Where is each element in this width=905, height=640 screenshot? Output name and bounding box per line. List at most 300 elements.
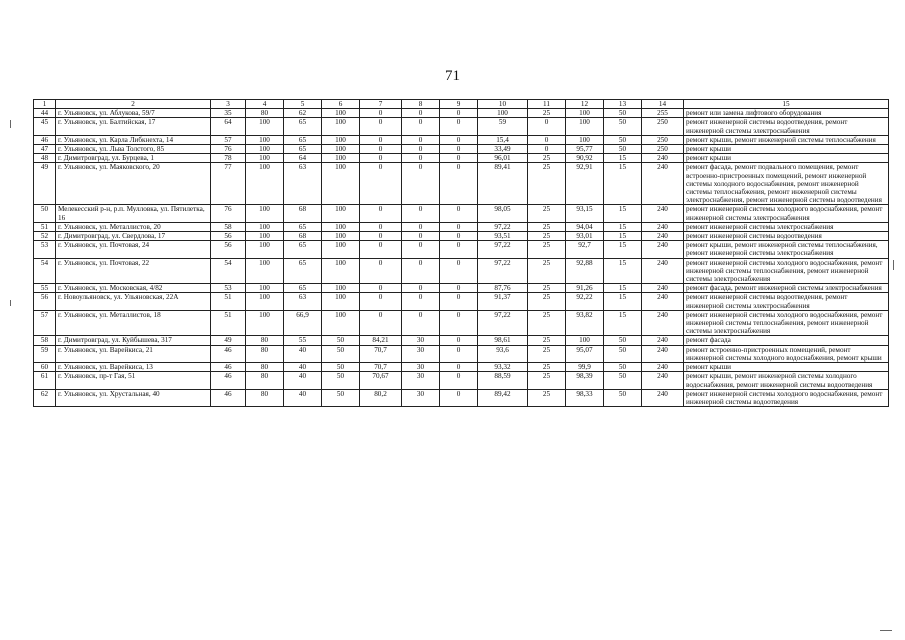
col4-cell: 100 [246, 232, 284, 241]
col10-cell: 59 [478, 118, 528, 135]
scan-mark [893, 260, 894, 270]
column-header: 3 [211, 100, 246, 109]
col12-cell: 98,39 [566, 372, 604, 389]
table-row [34, 222, 889, 231]
col11-cell: 25 [528, 222, 566, 231]
row-number-cell: 45 [34, 118, 56, 135]
col10-cell: 89,42 [478, 389, 528, 406]
column-header: 6 [322, 100, 360, 109]
col12-cell: 94,04 [566, 222, 604, 231]
col8-cell: 0 [402, 293, 440, 310]
col13-cell: 50 [604, 118, 642, 135]
col13-cell: 15 [604, 293, 642, 310]
address-cell: г. Ульяновск, ул. Аблукова, 59/7 [56, 109, 211, 118]
repair-table [33, 99, 889, 407]
table-row [34, 293, 889, 310]
works-cell: ремонт встроенно-пристроенных помещений, ремонт инженерной системы холодного водоснабжения, ремонт крыши [684, 345, 889, 362]
col5-cell: 40 [284, 389, 322, 406]
col6-cell: 100 [322, 241, 360, 258]
col6-cell: 100 [322, 154, 360, 163]
col10-cell: 97,22 [478, 241, 528, 258]
col13-cell: 15 [604, 163, 642, 205]
col7-cell: 0 [360, 241, 402, 258]
col12-cell: 90,92 [566, 154, 604, 163]
row-number-cell: 55 [34, 284, 56, 293]
col6-cell: 100 [322, 118, 360, 135]
row-number-cell: 52 [34, 232, 56, 241]
col7-cell: 0 [360, 310, 402, 336]
row-number-cell: 50 [34, 205, 56, 222]
col14-cell: 240 [642, 258, 684, 284]
col3-cell: 56 [211, 232, 246, 241]
col3-cell: 51 [211, 310, 246, 336]
col14-cell: 240 [642, 154, 684, 163]
works-cell: ремонт крыши, ремонт инженерной системы теплоснабжения, ремонт инженерной системы электроснабжения [684, 241, 889, 258]
row-number-cell: 57 [34, 310, 56, 336]
column-header: 2 [56, 100, 211, 109]
col10-cell: 98,61 [478, 336, 528, 345]
column-header: 14 [642, 100, 684, 109]
col10-cell: 33,49 [478, 145, 528, 154]
col13-cell: 15 [604, 284, 642, 293]
col13-cell: 50 [604, 389, 642, 406]
col9-cell: 0 [440, 145, 478, 154]
col4-cell: 100 [246, 284, 284, 293]
col8-cell: 0 [402, 163, 440, 205]
col7-cell: 0 [360, 109, 402, 118]
col10-cell: 93,32 [478, 363, 528, 372]
col12-cell: 95,77 [566, 145, 604, 154]
col3-cell: 77 [211, 163, 246, 205]
col4-cell: 100 [246, 118, 284, 135]
col3-cell: 46 [211, 389, 246, 406]
col9-cell: 0 [440, 372, 478, 389]
table-row [34, 258, 889, 284]
col11-cell: 25 [528, 109, 566, 118]
col13-cell: 50 [604, 363, 642, 372]
col4-cell: 80 [246, 372, 284, 389]
col14-cell: 240 [642, 205, 684, 222]
col6-cell: 100 [322, 232, 360, 241]
table-row [34, 135, 889, 144]
col8-cell: 0 [402, 145, 440, 154]
row-number-cell: 60 [34, 363, 56, 372]
col13-cell: 50 [604, 109, 642, 118]
table-row [34, 336, 889, 345]
col4-cell: 100 [246, 145, 284, 154]
col9-cell: 0 [440, 154, 478, 163]
column-header: 12 [566, 100, 604, 109]
works-cell: ремонт инженерной системы холодного водоснабжения, ремонт инженерной системы теплоснабжения, ремонт инженерной системы электроснабжения [684, 310, 889, 336]
col8-cell: 30 [402, 363, 440, 372]
col12-cell: 95,07 [566, 345, 604, 362]
row-number-cell: 54 [34, 258, 56, 284]
col4-cell: 100 [246, 293, 284, 310]
col3-cell: 46 [211, 372, 246, 389]
col12-cell: 92,7 [566, 241, 604, 258]
col4-cell: 100 [246, 135, 284, 144]
col12-cell: 92,88 [566, 258, 604, 284]
col5-cell: 65 [284, 222, 322, 231]
column-header: 15 [684, 100, 889, 109]
col14-cell: 240 [642, 232, 684, 241]
col9-cell: 0 [440, 109, 478, 118]
row-number-cell: 44 [34, 109, 56, 118]
table-row [34, 389, 889, 406]
address-cell: г. Ульяновск, ул. Варейкиса, 21 [56, 345, 211, 362]
address-cell: г. Новоульяновск, ул. Ульяновская, 22А [56, 293, 211, 310]
col9-cell: 0 [440, 363, 478, 372]
col3-cell: 78 [211, 154, 246, 163]
col14-cell: 240 [642, 389, 684, 406]
col9-cell: 0 [440, 135, 478, 144]
col5-cell: 65 [284, 118, 322, 135]
col6-cell: 50 [322, 389, 360, 406]
col12-cell: 100 [566, 118, 604, 135]
works-cell: ремонт инженерной системы водоотведения, ремонт инженерной системы электроснабжения [684, 118, 889, 135]
address-cell: г. Ульяновск, ул. Варейкиса, 13 [56, 363, 211, 372]
table-row [34, 232, 889, 241]
table-row [34, 205, 889, 222]
col11-cell: 25 [528, 363, 566, 372]
col12-cell: 91,26 [566, 284, 604, 293]
col6-cell: 100 [322, 109, 360, 118]
works-cell: ремонт фасада [684, 336, 889, 345]
col12-cell: 92,91 [566, 163, 604, 205]
col13-cell: 15 [604, 154, 642, 163]
col13-cell: 15 [604, 232, 642, 241]
col14-cell: 255 [642, 109, 684, 118]
table-body [34, 109, 889, 407]
col10-cell: 96,01 [478, 154, 528, 163]
col4-cell: 100 [246, 163, 284, 205]
works-cell: ремонт инженерной системы водоотведения, ремонт инженерной системы электроснабжения [684, 293, 889, 310]
col9-cell: 0 [440, 241, 478, 258]
col13-cell: 15 [604, 222, 642, 231]
table-row [34, 154, 889, 163]
col5-cell: 40 [284, 363, 322, 372]
works-cell: ремонт фасада, ремонт подвального помещения, ремонт встроенно-пристроенных помещений, ремонт инженерной системы холодного водоснабжения, ремонт инженерной системы теплоснабжения, ремонт инженерной системы электроснабжения, ремонт инженерной системы водоотведения [684, 163, 889, 205]
address-cell: г. Ульяновск, ул. Карла Либкнехта, 14 [56, 135, 211, 144]
address-cell: г. Ульяновск, пр-т Гая, 51 [56, 372, 211, 389]
col7-cell: 0 [360, 293, 402, 310]
col8-cell: 0 [402, 205, 440, 222]
col6-cell: 100 [322, 258, 360, 284]
col4-cell: 100 [246, 154, 284, 163]
table-row [34, 310, 889, 336]
column-header: 10 [478, 100, 528, 109]
col7-cell: 0 [360, 118, 402, 135]
scan-mark [10, 300, 11, 306]
address-cell: г. Димитровград, ул. Куйбышева, 317 [56, 336, 211, 345]
works-cell: ремонт крыши, ремонт инженерной системы холодного водоснабжения, ремонт инженерной системы водоотведения [684, 372, 889, 389]
row-number-cell: 46 [34, 135, 56, 144]
col13-cell: 50 [604, 135, 642, 144]
col8-cell: 0 [402, 232, 440, 241]
table-row [34, 372, 889, 389]
col10-cell: 97,22 [478, 222, 528, 231]
col12-cell: 92,22 [566, 293, 604, 310]
col13-cell: 50 [604, 336, 642, 345]
col7-cell: 70,7 [360, 345, 402, 362]
col6-cell: 50 [322, 372, 360, 389]
col6-cell: 50 [322, 336, 360, 345]
col6-cell: 100 [322, 293, 360, 310]
col11-cell: 25 [528, 284, 566, 293]
col11-cell: 25 [528, 372, 566, 389]
col7-cell: 84,21 [360, 336, 402, 345]
address-cell: г. Ульяновск, ул. Хрустальная, 40 [56, 389, 211, 406]
row-number-cell: 49 [34, 163, 56, 205]
col5-cell: 40 [284, 345, 322, 362]
col11-cell: 25 [528, 205, 566, 222]
table-row [34, 241, 889, 258]
row-number-cell: 48 [34, 154, 56, 163]
col5-cell: 63 [284, 163, 322, 205]
col12-cell: 99,9 [566, 363, 604, 372]
address-cell: г. Димитровград, ул. Бурцева, 1 [56, 154, 211, 163]
col4-cell: 100 [246, 310, 284, 336]
address-cell: г. Димитровград, ул. Свердлова, 17 [56, 232, 211, 241]
col11-cell: 25 [528, 154, 566, 163]
col8-cell: 30 [402, 389, 440, 406]
row-number-cell: 62 [34, 389, 56, 406]
col5-cell: 65 [284, 145, 322, 154]
col14-cell: 240 [642, 345, 684, 362]
col8-cell: 30 [402, 345, 440, 362]
column-header: 8 [402, 100, 440, 109]
col4-cell: 80 [246, 363, 284, 372]
col6-cell: 100 [322, 310, 360, 336]
col14-cell: 240 [642, 241, 684, 258]
works-cell: ремонт или замена лифтового оборудования [684, 109, 889, 118]
row-number-cell: 61 [34, 372, 56, 389]
col12-cell: 100 [566, 336, 604, 345]
column-header: 7 [360, 100, 402, 109]
col8-cell: 0 [402, 154, 440, 163]
col9-cell: 0 [440, 163, 478, 205]
col5-cell: 68 [284, 205, 322, 222]
col9-cell: 0 [440, 118, 478, 135]
col7-cell: 0 [360, 135, 402, 144]
col9-cell: 0 [440, 205, 478, 222]
col12-cell: 100 [566, 135, 604, 144]
col11-cell: 25 [528, 310, 566, 336]
page-number: 71 [445, 68, 460, 84]
address-cell: Мелекесский р-н, р.п. Мулловка, ул. Пятилетка, 16 [56, 205, 211, 222]
col11-cell: 0 [528, 135, 566, 144]
col10-cell: 97,22 [478, 258, 528, 284]
col14-cell: 240 [642, 222, 684, 231]
col13-cell: 15 [604, 258, 642, 284]
col8-cell: 30 [402, 372, 440, 389]
col7-cell: 70,67 [360, 372, 402, 389]
col13-cell: 50 [604, 345, 642, 362]
address-cell: г. Ульяновск, ул. Маяковского, 20 [56, 163, 211, 205]
col12-cell: 93,15 [566, 205, 604, 222]
col9-cell: 0 [440, 389, 478, 406]
col14-cell: 240 [642, 293, 684, 310]
col7-cell: 0 [360, 154, 402, 163]
col11-cell: 25 [528, 232, 566, 241]
col8-cell: 30 [402, 336, 440, 345]
col4-cell: 80 [246, 336, 284, 345]
col4-cell: 100 [246, 258, 284, 284]
col3-cell: 53 [211, 284, 246, 293]
col8-cell: 0 [402, 118, 440, 135]
col8-cell: 0 [402, 135, 440, 144]
works-cell: ремонт крыши [684, 154, 889, 163]
col4-cell: 80 [246, 345, 284, 362]
works-cell: ремонт инженерной системы холодного водоснабжения, ремонт инженерной системы водоотведения [684, 389, 889, 406]
table-row [34, 109, 889, 118]
col10-cell: 87,76 [478, 284, 528, 293]
table-row [34, 363, 889, 372]
col3-cell: 64 [211, 118, 246, 135]
col8-cell: 0 [402, 241, 440, 258]
table-row [34, 145, 889, 154]
header-row [34, 100, 889, 109]
col14-cell: 250 [642, 145, 684, 154]
col11-cell: 25 [528, 345, 566, 362]
col11-cell: 25 [528, 163, 566, 205]
col10-cell: 91,37 [478, 293, 528, 310]
address-cell: г. Ульяновск, ул. Почтовая, 22 [56, 258, 211, 284]
col5-cell: 65 [284, 284, 322, 293]
col11-cell: 25 [528, 241, 566, 258]
col14-cell: 240 [642, 336, 684, 345]
col5-cell: 66,9 [284, 310, 322, 336]
col14-cell: 250 [642, 135, 684, 144]
col12-cell: 93,01 [566, 232, 604, 241]
col10-cell: 97,22 [478, 310, 528, 336]
col5-cell: 65 [284, 258, 322, 284]
col4-cell: 100 [246, 222, 284, 231]
col3-cell: 49 [211, 336, 246, 345]
col8-cell: 0 [402, 222, 440, 231]
row-number-cell: 58 [34, 336, 56, 345]
col10-cell: 15,4 [478, 135, 528, 144]
table-row [34, 345, 889, 362]
col14-cell: 240 [642, 363, 684, 372]
col7-cell: 0 [360, 222, 402, 231]
col7-cell: 0 [360, 232, 402, 241]
table-row [34, 284, 889, 293]
column-header: 11 [528, 100, 566, 109]
row-number-cell: 51 [34, 222, 56, 231]
works-cell: ремонт крыши, ремонт инженерной системы теплоснабжения [684, 135, 889, 144]
col7-cell: 0 [360, 205, 402, 222]
col6-cell: 100 [322, 205, 360, 222]
col6-cell: 100 [322, 145, 360, 154]
col3-cell: 76 [211, 145, 246, 154]
column-header: 4 [246, 100, 284, 109]
col5-cell: 64 [284, 154, 322, 163]
col3-cell: 35 [211, 109, 246, 118]
col6-cell: 50 [322, 363, 360, 372]
column-header: 5 [284, 100, 322, 109]
col14-cell: 240 [642, 372, 684, 389]
col7-cell: 0 [360, 258, 402, 284]
col4-cell: 80 [246, 389, 284, 406]
col10-cell: 93,6 [478, 345, 528, 362]
col5-cell: 65 [284, 241, 322, 258]
col7-cell: 70,7 [360, 363, 402, 372]
row-number-cell: 53 [34, 241, 56, 258]
works-cell: ремонт фасада, ремонт инженерной системы электроснабжения [684, 284, 889, 293]
col7-cell: 0 [360, 284, 402, 293]
col9-cell: 0 [440, 258, 478, 284]
col14-cell: 240 [642, 284, 684, 293]
col13-cell: 15 [604, 205, 642, 222]
address-cell: г. Ульяновск, ул. Льва Толстого, 85 [56, 145, 211, 154]
col10-cell: 89,41 [478, 163, 528, 205]
col8-cell: 0 [402, 284, 440, 293]
col13-cell: 50 [604, 372, 642, 389]
col12-cell: 93,82 [566, 310, 604, 336]
col6-cell: 100 [322, 222, 360, 231]
col8-cell: 0 [402, 109, 440, 118]
col9-cell: 0 [440, 222, 478, 231]
row-number-cell: 47 [34, 145, 56, 154]
col4-cell: 80 [246, 109, 284, 118]
col3-cell: 56 [211, 241, 246, 258]
col10-cell: 93,51 [478, 232, 528, 241]
column-header: 1 [34, 100, 56, 109]
col8-cell: 0 [402, 258, 440, 284]
col3-cell: 58 [211, 222, 246, 231]
works-cell: ремонт инженерной системы холодного водоснабжения, ремонт инженерной системы электроснабжения [684, 205, 889, 222]
col13-cell: 15 [604, 241, 642, 258]
col3-cell: 54 [211, 258, 246, 284]
col11-cell: 25 [528, 389, 566, 406]
col7-cell: 0 [360, 163, 402, 205]
col3-cell: 46 [211, 345, 246, 362]
col5-cell: 62 [284, 109, 322, 118]
row-number-cell: 56 [34, 293, 56, 310]
col3-cell: 76 [211, 205, 246, 222]
table-row [34, 163, 889, 205]
col12-cell: 100 [566, 109, 604, 118]
works-cell: ремонт крыши [684, 145, 889, 154]
col5-cell: 68 [284, 232, 322, 241]
col3-cell: 46 [211, 363, 246, 372]
col12-cell: 98,33 [566, 389, 604, 406]
col3-cell: 51 [211, 293, 246, 310]
col6-cell: 100 [322, 284, 360, 293]
col9-cell: 0 [440, 293, 478, 310]
col11-cell: 25 [528, 258, 566, 284]
col14-cell: 240 [642, 310, 684, 336]
col5-cell: 40 [284, 372, 322, 389]
works-cell: ремонт инженерной системы холодного водоснабжения, ремонт инженерной системы теплоснабжения, ремонт инженерной системы электроснабжения [684, 258, 889, 284]
address-cell: г. Ульяновск, ул. Московская, 4/82 [56, 284, 211, 293]
col11-cell: 0 [528, 145, 566, 154]
col5-cell: 63 [284, 293, 322, 310]
row-number-cell: 59 [34, 345, 56, 362]
col5-cell: 55 [284, 336, 322, 345]
col13-cell: 50 [604, 145, 642, 154]
col11-cell: 0 [528, 118, 566, 135]
col8-cell: 0 [402, 310, 440, 336]
col7-cell: 80,2 [360, 389, 402, 406]
col14-cell: 240 [642, 163, 684, 205]
col9-cell: 0 [440, 284, 478, 293]
scan-mark [10, 120, 11, 128]
column-header: 13 [604, 100, 642, 109]
col14-cell: 250 [642, 118, 684, 135]
col10-cell: 98,05 [478, 205, 528, 222]
